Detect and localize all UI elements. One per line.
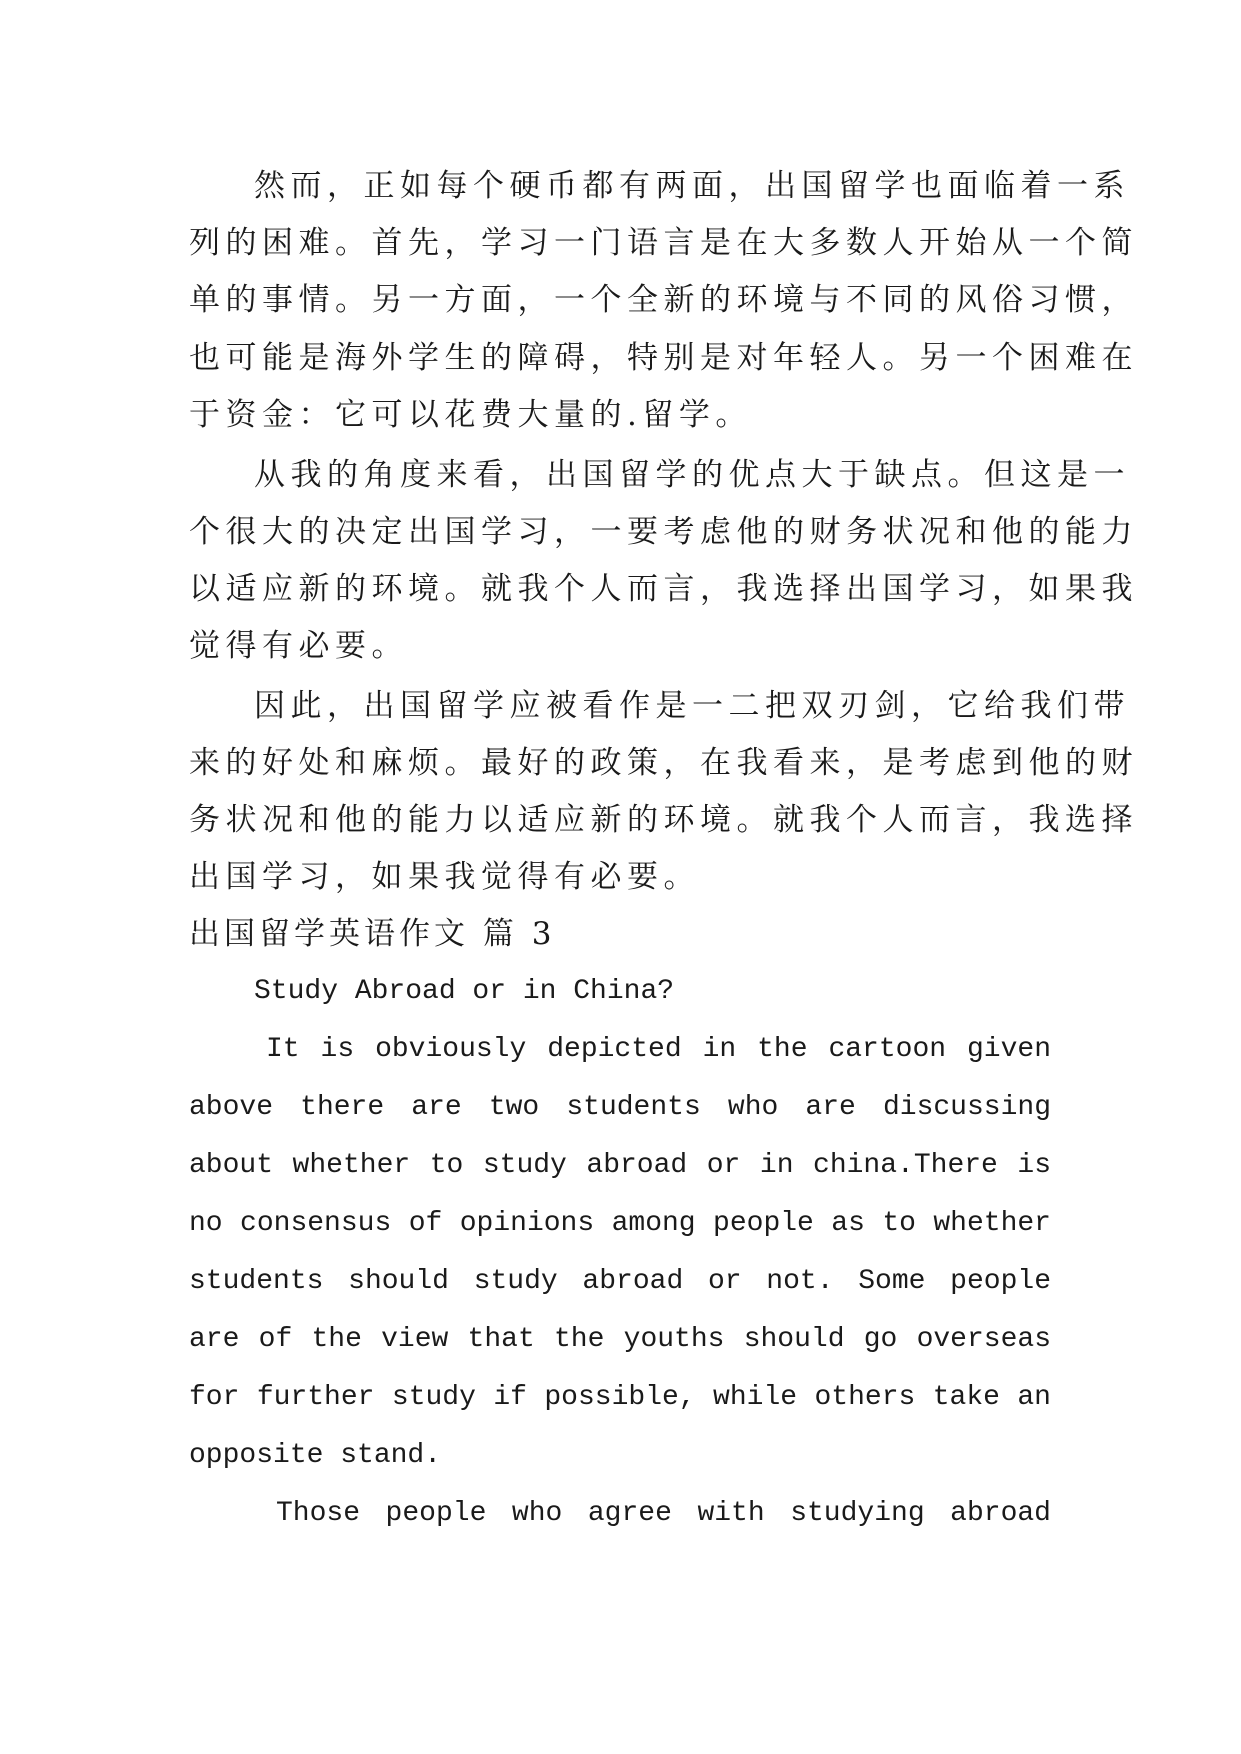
section-heading: 出国留学英语作文 篇 3 [189,916,556,952]
english-paragraph-line: are of the view that the youths should go overseas [189,1324,1051,1355]
essay-title: Study Abroad or in China? [254,976,675,1007]
paragraph-line: 觉得有必要。 [189,628,408,664]
english-paragraph-line: about whether to study abroad or in china.There is [189,1150,1051,1181]
paragraph-line: 以适应新的环境。就我个人而言，我选择出国学习，如果我 [189,571,1138,607]
english-paragraph-line: students should study abroad or not. Some people [189,1266,1051,1297]
english-paragraph-line: for further study if possible, while others take an [189,1382,1051,1413]
paragraph-line: 从我的角度来看，出国留学的优点大于缺点。但这是一 [254,457,1130,493]
paragraph-line: 因此，出国留学应被看作是一二把双刃剑，它给我们带 [254,688,1130,724]
english-paragraph-line: above there are two students who are discussing [189,1092,1051,1123]
english-paragraph-line: no consensus of opinions among people as to whether [189,1208,1051,1239]
paragraph-line: 务状况和他的能力以适应新的环境。就我个人而言，我选择 [189,802,1138,838]
paragraph-line: 出国学习，如果我觉得有必要。 [189,859,700,895]
english-paragraph-line: Those people who agree with studying abroad [276,1498,1051,1529]
paragraph-line: 也可能是海外学生的障碍，特别是对年轻人。另一个困难在 [189,340,1138,376]
english-paragraph-line: It is obviously depicted in the cartoon given [266,1034,1051,1065]
paragraph-line: 于资金：它可以花费大量的.留学。 [189,397,752,433]
paragraph-line: 个很大的决定出国学习，一要考虑他的财务状况和他的能力 [189,514,1138,550]
paragraph-line: 然而，正如每个硬币都有两面，出国留学也面临着一系 [254,168,1130,204]
english-paragraph-line: opposite stand. [189,1440,442,1471]
paragraph-line: 列的困难。首先，学习一门语言是在大多数人开始从一个简 [189,225,1138,261]
paragraph-line: 来的好处和麻烦。最好的政策，在我看来，是考虑到他的财 [189,745,1138,781]
paragraph-line: 单的事情。另一方面，一个全新的环境与不同的风俗习惯， [189,282,1138,318]
